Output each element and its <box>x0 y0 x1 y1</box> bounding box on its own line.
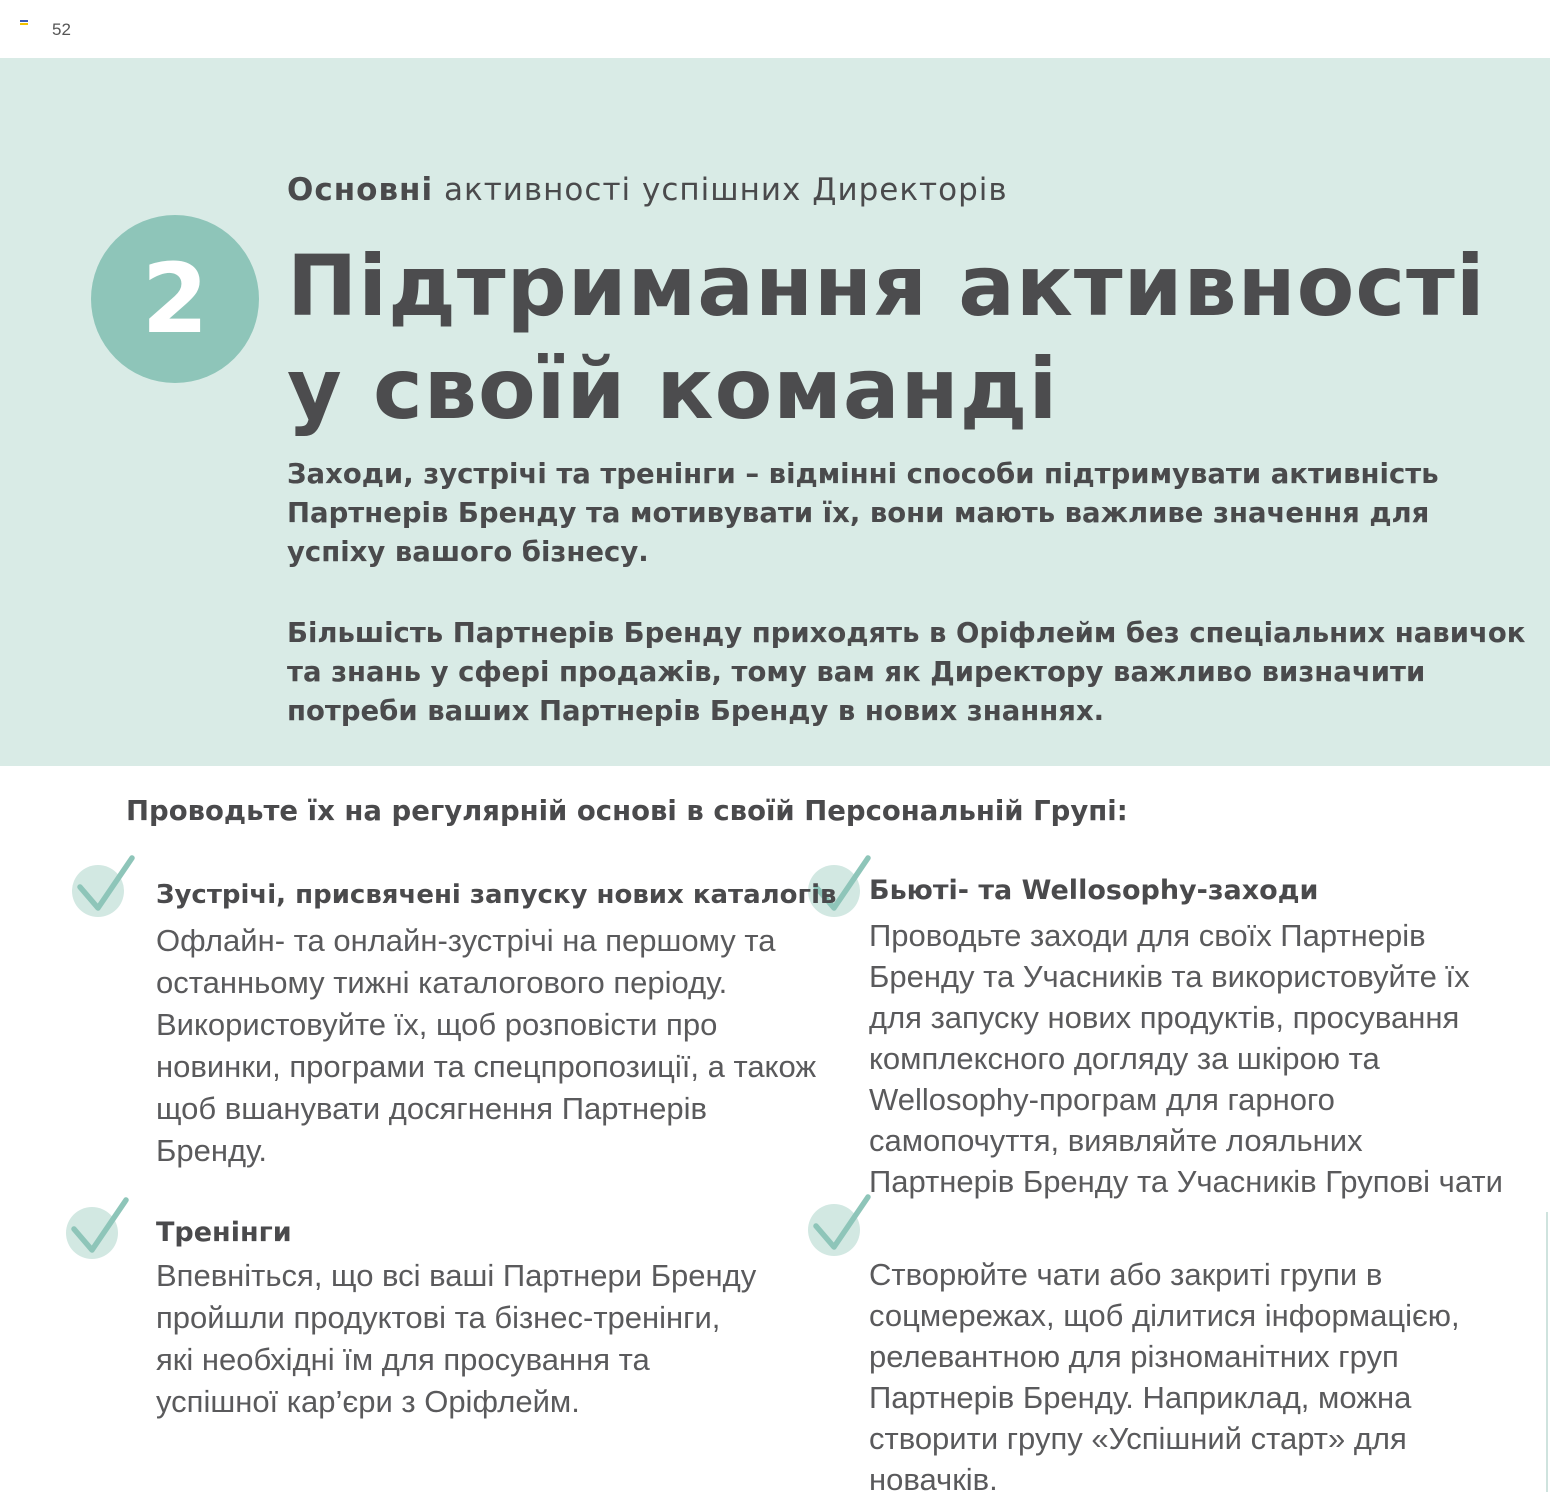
section-kicker <box>287 172 1008 208</box>
top-bar <box>0 0 1550 58</box>
page-number: 52 <box>52 20 71 39</box>
item-body-beauty-events: Проводьте заходи для своїх Партнерів Бренду та Учасників та використовуйте їх для запуску нових продуктів, просування комплексного догляду за шкірою та Wellosophy-програм для гарного самопочуття, виявляйте лояльних Партнерів Бренду та Учасників Групові чати <box>869 918 1503 1199</box>
page-title: Підтримання активності у своїй команді <box>287 237 1486 438</box>
section-number-badge: 2 <box>91 215 259 383</box>
item-title-beauty-events: Бьюті- та Wellosophy-заходи <box>869 875 1319 906</box>
item-body-trainings: Впевніться, що всі ваші Партнери Бренду пройшли продуктові та бізнес-тренінги, які необхідні їм для просування та успішної кар’єри з Оріфлейм. <box>156 1258 757 1419</box>
check-icon <box>68 853 148 928</box>
flag-icon <box>20 20 28 27</box>
activities-heading: Проводьте їх на регулярній основі в своїй Персональній Групі: <box>126 795 1128 827</box>
intro-paragraph-1: Заходи, зустрічі та тренінги – відмінні способи підтримувати активність Партнерів Бренду та мотивувати їх, вони мають важливе значення для успіху вашого бізнесу. <box>287 458 1439 568</box>
check-icon <box>62 1195 142 1270</box>
kicker-bold: Основні <box>287 172 434 208</box>
item-body-group-chats: Створюйте чати або закриті групи в соцмережах, щоб ділитися інформацією, релевантною для різноманітних груп Партнерів Бренду. Наприклад, можна створити групу «Успішний старт» для новачків. <box>869 1257 1460 1497</box>
item-title-catalog-meetings: Зустрічі, присвячені запуску нових каталогів <box>156 880 837 910</box>
kicker-rest: активності успішних Директорів <box>443 172 1008 208</box>
item-title-trainings: Тренінги <box>156 1217 292 1248</box>
item-body-catalog-meetings: Офлайн- та онлайн-зустрічі на першому та останньому тижні каталогового періоду. Використовуйте їх, щоб розповісти про новинки, програми та спецпропозиції, а також щоб вшанувати досягнення Партнерів Бренду. <box>156 923 817 1168</box>
intro-paragraph-2: Більшість Партнерів Бренду приходять в Оріфлейм без спеціальних навичок та знань у сфері продажів, тому вам як Директору важливо визначити потреби ваших Партнерів Бренду в нових знаннях. <box>287 617 1526 727</box>
edge-rule <box>1546 1212 1548 1492</box>
